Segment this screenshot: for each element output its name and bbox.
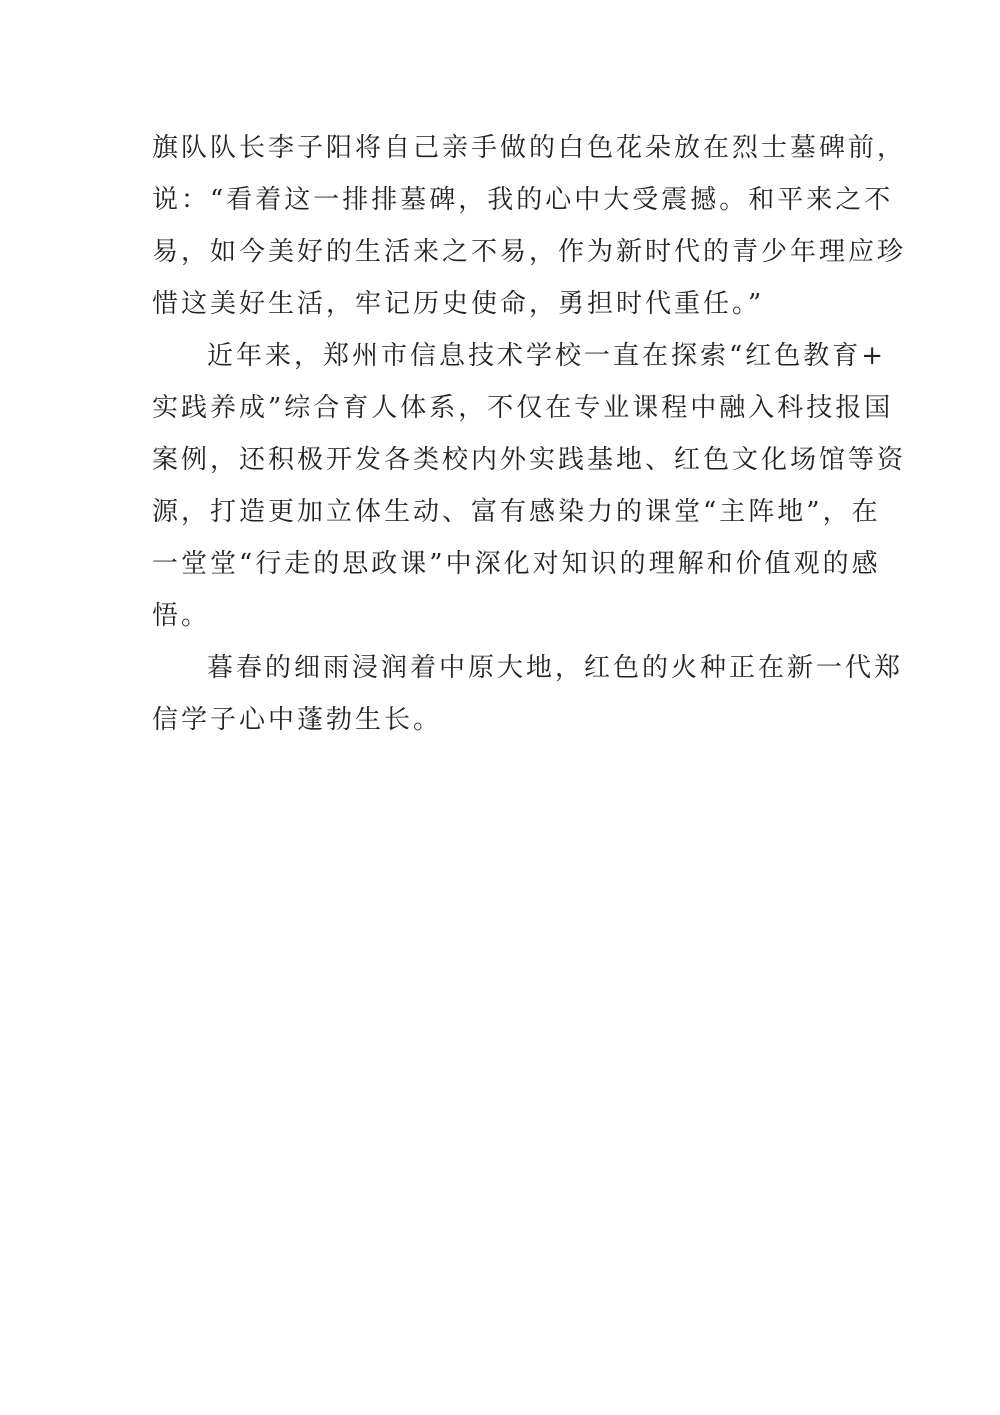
paragraph-3 — [152, 642, 904, 746]
paragraph-line: 实践养成”综合育人体系，不仅在专业课程中融入科技报国 — [152, 393, 894, 423]
paragraph-line: 易，如今美好的生活来之不易，作为新时代的青少年理应珍 — [152, 237, 907, 267]
paragraph-line: 近年来，郑州市信息技术学校一直在探索“红色教育+ — [207, 341, 887, 371]
paragraph-line: 源，打造更加立体生动、富有感染力的课堂“主阵地”，在 — [152, 497, 881, 527]
paragraph-2 — [152, 330, 907, 642]
paragraph-line: 信学子心中蓬勃生长。 — [152, 705, 443, 735]
paragraph-1 — [152, 122, 907, 330]
paragraph-line: 惜这美好生活，牢记历史使命，勇担时代重任。” — [152, 289, 765, 319]
paragraph-line: 说：“看着这一排排墓碑，我的心中大受震撼。和平来之不 — [152, 185, 894, 215]
paragraph-line: 暮春的细雨浸润着中原大地，红色的火种正在新一代郑 — [207, 653, 904, 683]
paragraph-line: 旗队队长李子阳将自己亲手做的白色花朵放在烈士墓碑前， — [152, 133, 907, 163]
paragraph-line: 案例，还积极开发各类校内外实践基地、红色文化场馆等资 — [152, 445, 907, 475]
article-body — [152, 122, 907, 746]
paragraph-line: 悟。 — [152, 601, 211, 631]
paragraph-line: 一堂堂“行走的思政课”中深化对知识的理解和价值观的感 — [152, 549, 881, 579]
